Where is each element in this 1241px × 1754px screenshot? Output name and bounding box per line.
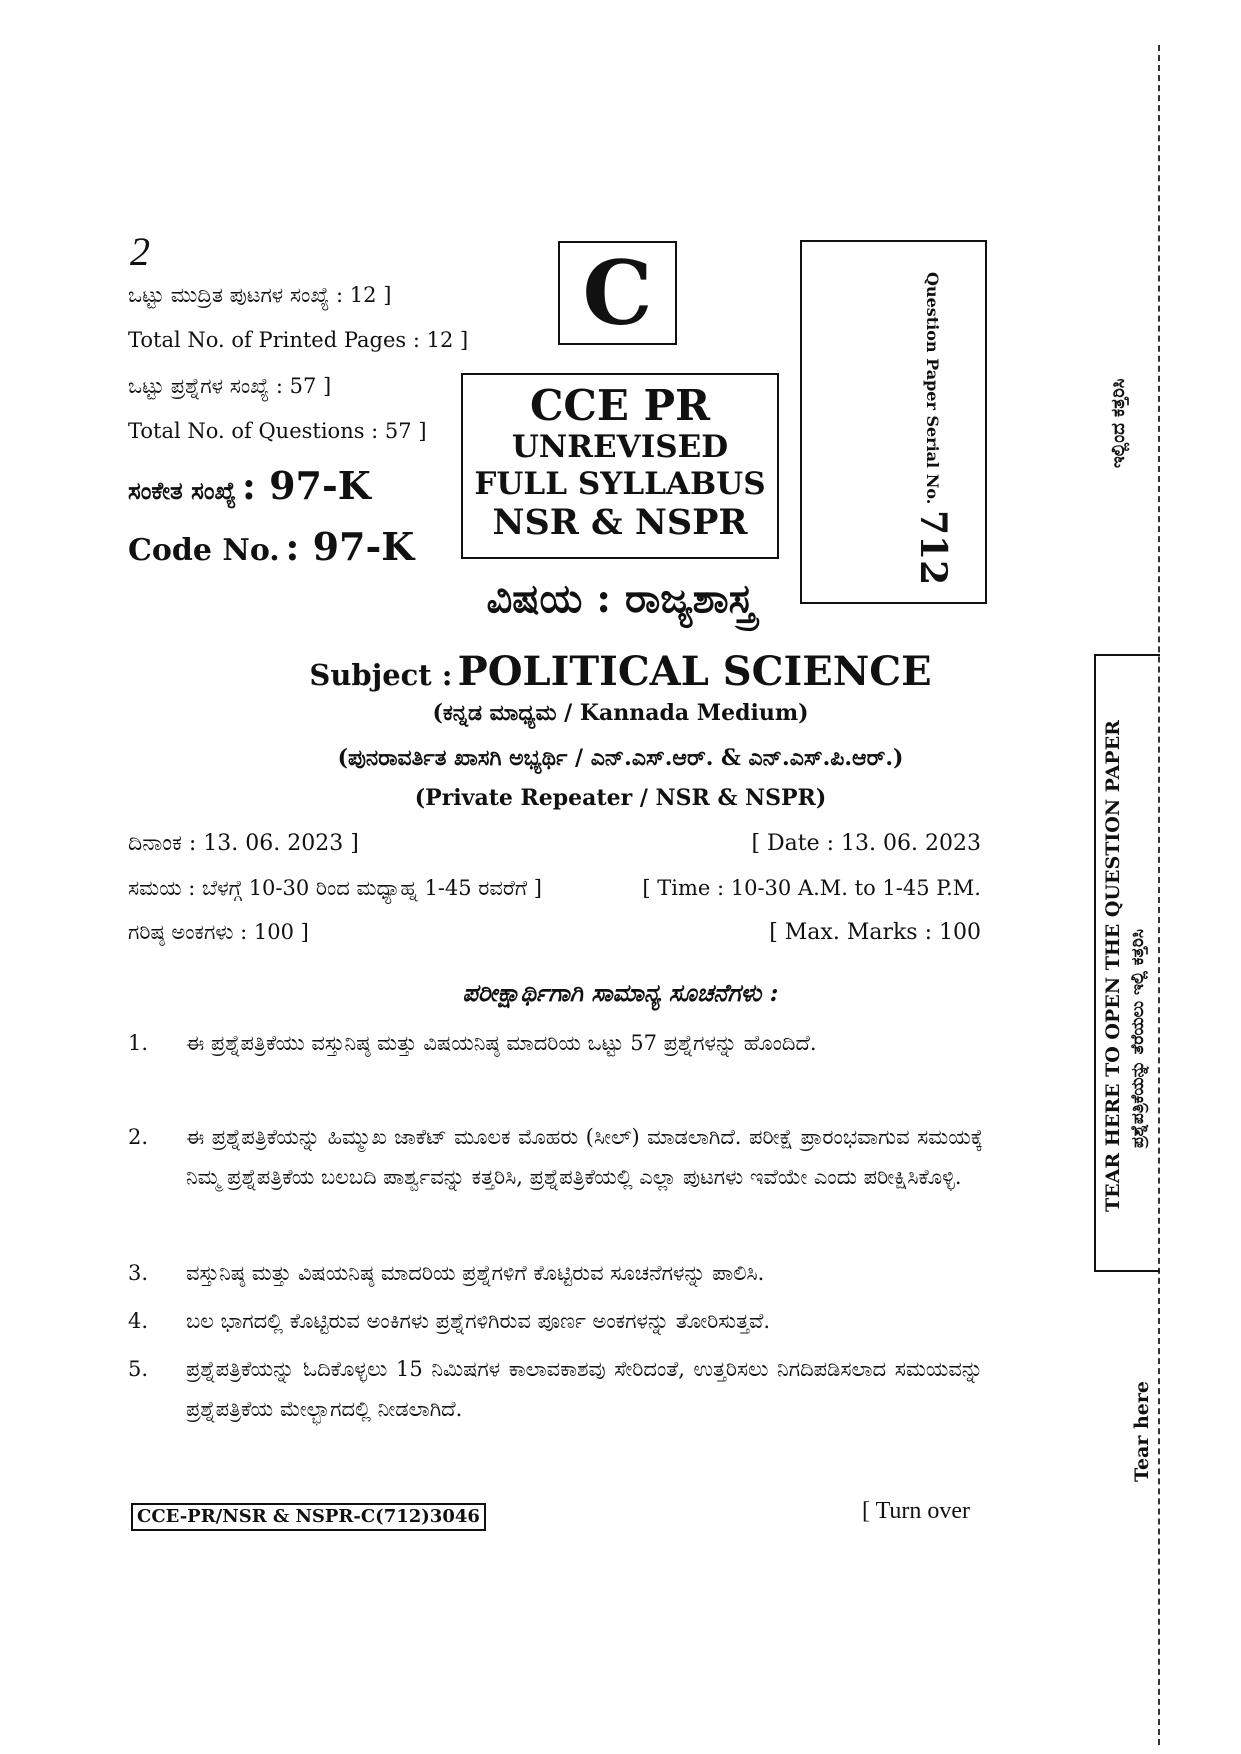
instruction-item xyxy=(128,1253,983,1293)
code-kannada-label: ಸಂಕೇತ ಸಂಖ್ಯೆ xyxy=(128,476,237,505)
subject-kannada: ವಿಷಯ : ರಾಜ್ಯಶಾಸ್ತ್ರ xyxy=(486,575,755,622)
instruction-item xyxy=(128,1117,983,1197)
turn-over: [ Turn over xyxy=(862,1498,970,1525)
instruction-text: ಬಲ ಭಾಗದಲ್ಲಿ ಕೊಟ್ಟಿರುವ ಅಂಕಿಗಳು ಪ್ರಶ್ನೆಗಳಿಗಿರುವ ಪೂರ್ಣ ಅಂಕಗಳನ್ನು ತೋರಿಸುತ್ತವೆ. xyxy=(186,1309,771,1333)
instruction-item xyxy=(128,1349,983,1429)
code-english-label: Code No. xyxy=(128,533,280,568)
version-letter: C xyxy=(582,241,653,345)
exam-line-nsr-nspr: NSR & NSPR xyxy=(492,502,748,543)
exam-type-box xyxy=(461,373,779,559)
instruction-number: 3. xyxy=(128,1261,149,1285)
tear-open-kannada: ಪ್ರಶ್ನೆಪತ್ರಿಕೆಯನ್ನು ತೆರೆಯಲು ಇಲ್ಲಿ ಕತ್ತರಿಸಿ xyxy=(1128,929,1148,1148)
serial-value: 712 xyxy=(912,510,954,586)
serial-label: Question Paper Serial No. xyxy=(923,272,942,505)
time-english: [ Time : 10-30 A.M. to 1-45 P.M. xyxy=(630,876,981,900)
subject-value: POLITICAL SCIENCE xyxy=(457,648,932,695)
page-number: 2 xyxy=(130,229,150,274)
cut-here-kannada: ಇಲ್ಲಿಂದ ಕತ್ತರಿಸಿ xyxy=(1108,378,1129,468)
candidate-english: (Private Repeater / NSR & NSPR) xyxy=(414,785,827,811)
instruction-number: 4. xyxy=(128,1309,149,1333)
exam-line-unrevised: UNREVISED xyxy=(511,429,729,465)
code-kannada-value: : 97-K xyxy=(241,463,371,508)
instruction-number: 2. xyxy=(128,1125,149,1149)
tear-open-english: TEAR HERE TO OPEN THE QUESTION PAPER xyxy=(1102,720,1124,1212)
code-kannada xyxy=(128,463,371,508)
instruction-text: ವಸ್ತುನಿಷ್ಠ ಮತ್ತು ವಿಷಯನಿಷ್ಠ ಮಾದರಿಯ ಪ್ರಶ್ನೆಗಳಿಗೆ ಕೊಟ್ಟಿರುವ ಸೂಚನೆಗಳನ್ನು ಪಾಲಿಸಿ. xyxy=(186,1261,765,1285)
subject-label: Subject : xyxy=(309,658,453,692)
questions-count-english: Total No. of Questions : 57 ] xyxy=(128,419,427,443)
printed-pages-english: Total No. of Printed Pages : 12 ] xyxy=(128,328,468,352)
instruction-item xyxy=(128,1023,983,1063)
exam-line-full-syllabus: FULL SYLLABUS xyxy=(474,466,766,502)
medium-line: (ಕನ್ನಡ ಮಾಧ್ಯಮ / Kannada Medium) xyxy=(432,700,809,726)
instruction-text: ಪ್ರಶ್ನೆಪತ್ರಿಕೆಯನ್ನು ಓದಿಕೊಳ್ಳಲು 15 ನಿಮಿಷಗಳ ಕಾಲಾವಕಾಶವು ಸೇರಿದಂತೆ, ಉತ್ತರಿಸಲು ನಿಗದಿಪಡಿಸಲಾದ ಸಮಯವನ್ನು ಪ್ರಶ್ನೆಪತ್ರಿಕೆಯ ಮೇಲ್ಭಾಗದಲ್ಲಿ ನೀಡಲಾಗಿದೆ. xyxy=(186,1357,983,1421)
marks-kannada: ಗರಿಷ್ಠ ಅಂಕಗಳು : 100 ] xyxy=(128,920,309,945)
exam-line-cce-pr: CCE PR xyxy=(530,381,710,430)
tear-here-label: Tear here xyxy=(1131,1381,1153,1482)
questions-count-kannada: ಒಟ್ಟು ಪ್ರಶ್ನೆಗಳ ಸಂಖ್ಯೆ : 57 ] xyxy=(128,374,331,399)
footer-paper-code: CCE-PR/NSR & NSPR-C(712)3046 xyxy=(131,1503,486,1531)
candidate-kannada: (ಪುನರಾವರ್ತಿತ ಖಾಸಗಿ ಅಭ್ಯರ್ಥಿ / ಎನ್.ಎಸ್.ಆರ್. & ಎನ್.ಎಸ್.ಪಿ.ಆರ್.) xyxy=(337,745,904,771)
marks-english: [ Max. Marks : 100 xyxy=(748,920,981,945)
code-english xyxy=(128,524,414,569)
instruction-number: 5. xyxy=(128,1357,149,1381)
instruction-item xyxy=(128,1301,983,1341)
serial-number-box xyxy=(800,240,987,604)
version-letter-box xyxy=(558,241,677,345)
subject-english xyxy=(0,648,1241,695)
printed-pages-kannada: ಒಟ್ಟು ಮುದ್ರಿತ ಪುಟಗಳ ಸಂಖ್ಯೆ : 12 ] xyxy=(128,283,391,308)
instruction-text: ಈ ಪ್ರಶ್ನೆಪತ್ರಿಕೆಯು ವಸ್ತುನಿಷ್ಠ ಮತ್ತು ವಿಷಯನಿಷ್ಠ ಮಾದರಿಯ ಒಟ್ಟು 57 ಪ್ರಶ್ನೆಗಳನ್ನು ಹೊಂದಿದೆ. xyxy=(186,1031,817,1055)
instructions-heading: ಪರೀಕ್ಷಾರ್ಥಿಗಾಗಿ ಸಾಮಾನ್ಯ ಸೂಚನೆಗಳು : xyxy=(462,978,779,1007)
date-kannada: ದಿನಾಂಕ : 13. 06. 2023 ] xyxy=(128,831,359,856)
date-english: [ Date : 13. 06. 2023 xyxy=(748,831,981,856)
time-kannada: ಸಮಯ : ಬೆಳಗ್ಗೆ 10-30 ರಿಂದ ಮಧ್ಯಾಹ್ನ 1-45 ರವರೆಗೆ ] xyxy=(128,876,542,901)
instruction-text: ಈ ಪ್ರಶ್ನೆಪತ್ರಿಕೆಯನ್ನು ಹಿಮ್ಮುಖ ಜಾಕೆಟ್ ಮೂಲಕ ಮೊಹರು (ಸೀಲ್) ಮಾಡಲಾಗಿದೆ. ಪರೀಕ್ಷೆ ಪ್ರಾರಂಭವಾಗುವ ಸಮಯಕ್ಕೆ ನಿಮ್ಮ ಪ್ರಶ್ನೆಪತ್ರಿಕೆಯ ಬಲಬದಿ ಪಾರ್ಶ್ವವನ್ನು ಕತ್ತರಿಸಿ, ಪ್ರಶ್ನೆಪತ್ರಿಕೆಯಲ್ಲಿ ಎಲ್ಲಾ ಪುಟಗಳು ಇವೆಯೇ ಎಂದು ಪರೀಕ್ಷಿಸಿಕೊಳ್ಳಿ. xyxy=(186,1125,983,1189)
tear-open-box xyxy=(1094,654,1160,1272)
instruction-number: 1. xyxy=(128,1031,149,1055)
code-english-value: : 97-K xyxy=(285,524,415,569)
